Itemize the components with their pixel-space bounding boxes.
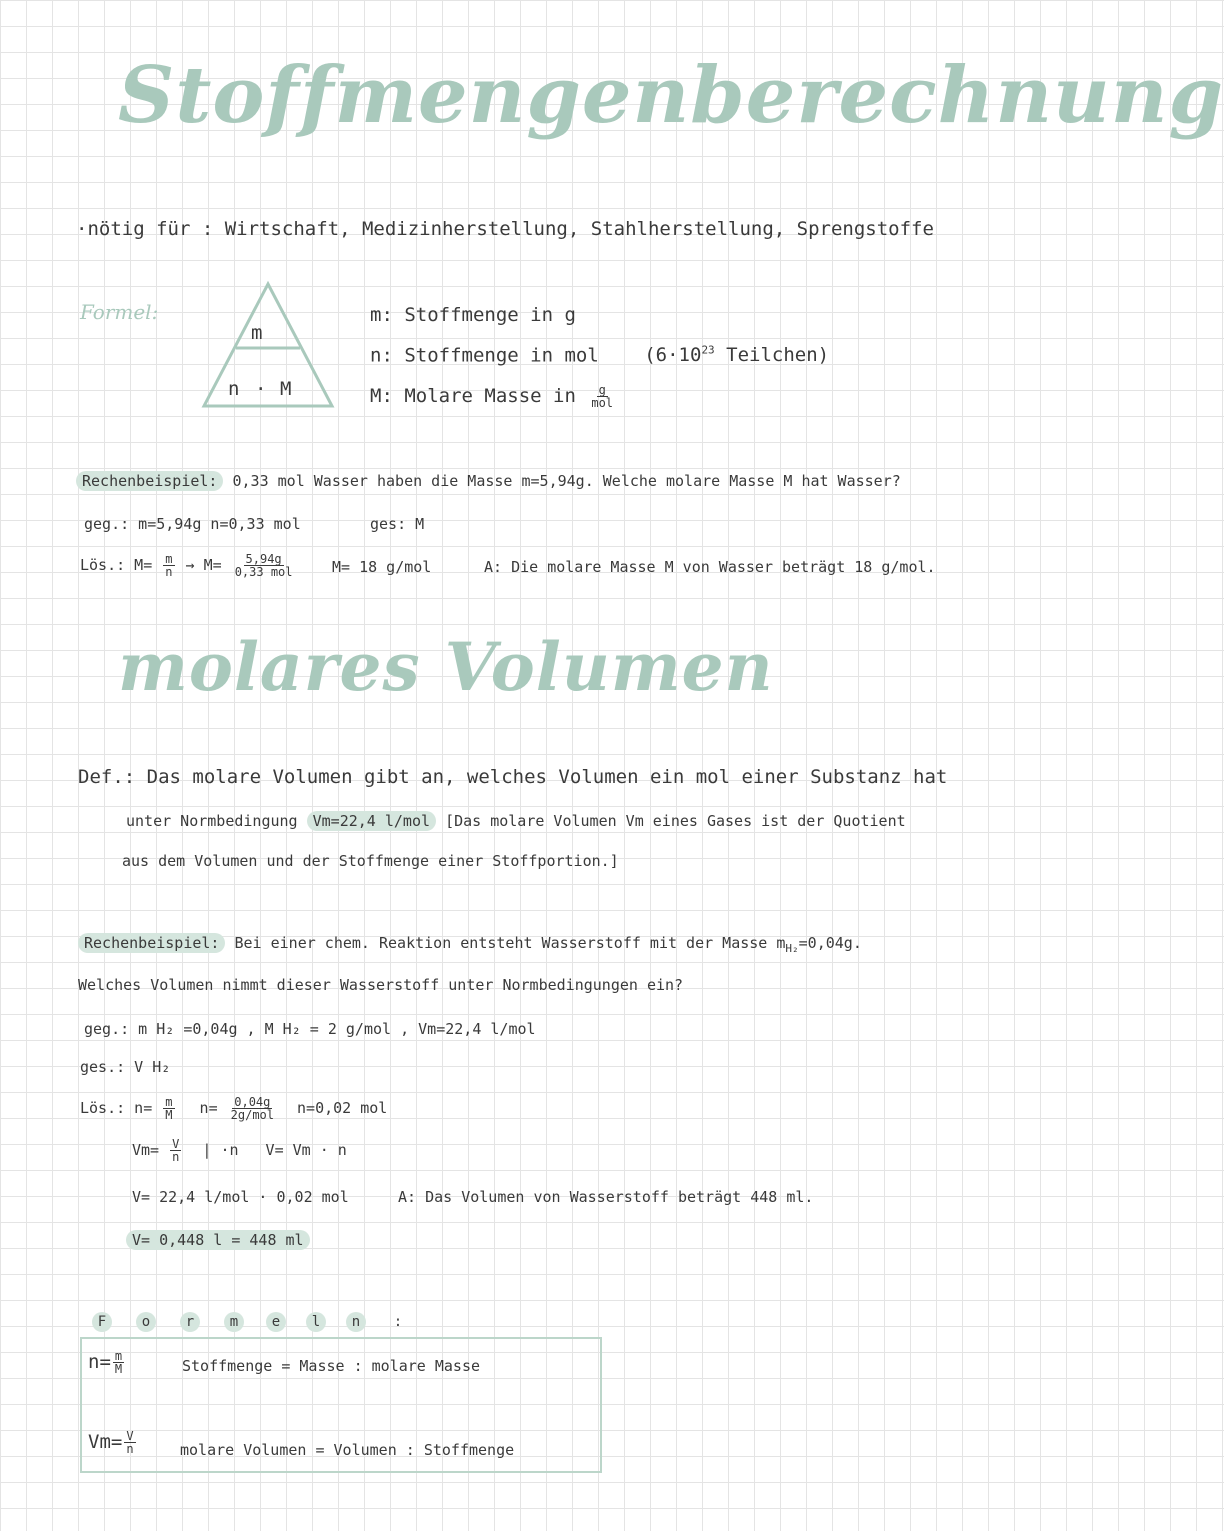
formel-label: Formel: [80,300,159,324]
legend-n: n: Stoffmenge in mol ($6\cdot 10^{23}$ Teilchen) [370,344,830,367]
example1-text: Rechenbeispiel: 0,33 mol Wasser haben die Masse m=5,94g. Welche molare Masse M hat Wasser? [76,472,901,490]
formula1-text: Stoffmenge = Masse : molare Masse [182,1357,481,1375]
triangle-M: M [280,378,292,400]
example2-text1: Rechenbeispiel: Bei einer chem. Reaktion entsteht Wasserstoff mit der Masse $m_{H_2}=0,04g$. [78,934,862,955]
example1-answer: A: Die molare Masse M von Wasser beträgt 18 g/mol. [484,558,936,576]
example2-text2: Welches Volumen nimmt dieser Wasserstoff unter Normbedingungen ein? [78,976,684,994]
formula2-text: molare Volumen = Volumen : Stoffmenge [180,1441,515,1459]
formeln-letter: l [306,1312,326,1332]
definition-line3: aus dem Volumen und der Stoffmenge einer Stoffportion.] [122,852,619,870]
formeln-letter: : [393,1314,403,1330]
definition-line1: Def.: Das molare Volumen gibt an, welches Volumen ein mol einer Substanz hat [78,766,948,788]
triangle-m: m [251,322,263,344]
example2-vm: Vm= $\frac{V}{n}$ | ·n V= Vm · n [132,1137,347,1164]
example2-vcalc: V= 22,4 l/mol · 0,02 mol [132,1188,349,1206]
triangle-n: n [228,378,240,400]
usage-note: ·nötig für : Wirtschaft, Medizinherstellung, Stahlherstellung, Sprengstoffe [76,218,934,240]
section-title-molar-volume: molares Volumen [118,628,774,706]
formula2-left: Vm= $\frac{V}{n}$ [88,1429,134,1456]
formula1-left: n= $\frac{m}{M}$ [88,1349,123,1376]
page-title: Stoffmengenberechnung [118,50,1224,141]
formeln-letter: m [224,1312,244,1332]
example2-loes: Lös.: n= $\frac{m}{M}$ n= $\frac{0,04g}{\text{2g/mol}}$ n=0,02 mol [80,1095,388,1122]
example1-result: M= 18 g/mol [332,558,432,576]
formeln-letter: r [180,1312,200,1332]
example2-ges: ges.: V H₂ [80,1058,171,1076]
legend-m: m: Stoffmenge in g [370,304,576,326]
triangle-dot: · [255,378,267,400]
formeln-letter: o [136,1312,156,1332]
example2-label: Rechenbeispiel: [78,933,225,953]
formeln-letter: F [92,1312,112,1332]
example2-answer: A: Das Volumen von Wasserstoff beträgt 448 ml. [398,1188,814,1206]
example1-geg: geg.: m=5,94g n=0,33 mol [84,515,301,533]
example2-geg: geg.: m H₂ =0,04g , M H₂ = 2 g/mol , Vm=22,4 l/mol [84,1020,536,1038]
formeln-letter: e [266,1312,286,1332]
legend-M: M: Molare Masse in $\frac{g}{\text{mol}}$ [370,383,614,410]
example1-ges: ges: M [370,515,425,533]
example1-loes: Lös.: M= $\frac{m}{n}$ → M= $\frac{5,94g}{\text{0,33 mol}}$ [80,552,293,579]
example1-label: Rechenbeispiel: [76,471,223,491]
particles-note: ($6\cdot 10^{23}$ Teilchen) [644,344,830,367]
normal-condition-badge: Vm=22,4 l/mol [307,811,436,831]
formeln-letter: n [346,1312,366,1332]
formula-triangle [200,280,336,410]
definition-line2: unter Normbedingung Vm=22,4 l/mol [Das molare Volumen Vm eines Gases ist der Quotient [126,812,906,830]
example2-result-badge: V= 0,448 l = 448 ml [126,1230,310,1250]
